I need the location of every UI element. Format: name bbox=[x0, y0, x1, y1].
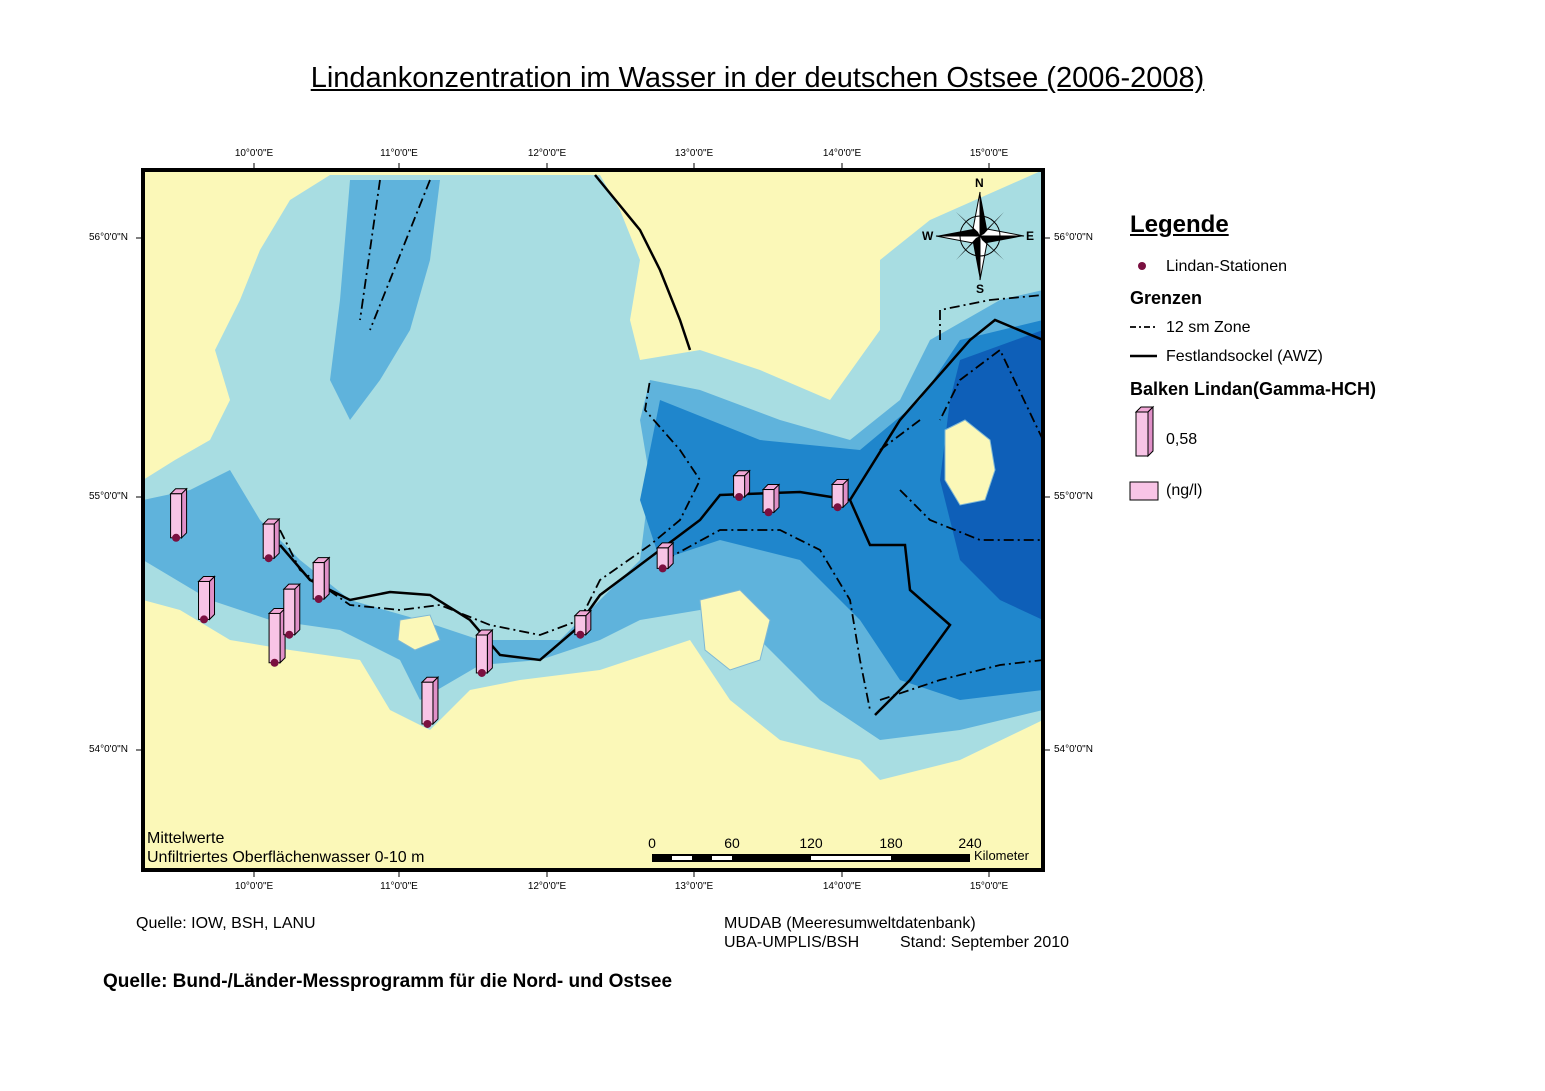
map-note-line2: Unfiltriertes Oberflächenwasser 0-10 m bbox=[147, 849, 425, 866]
map-note-line1: Mittelwerte bbox=[147, 830, 225, 847]
station-bar-5 bbox=[284, 584, 300, 639]
station-dot-6 bbox=[315, 595, 323, 603]
scale-label-0: 0 bbox=[648, 835, 656, 851]
lon-label-top-15: 15°0'0"E bbox=[969, 148, 1009, 159]
station-bar-3 bbox=[263, 519, 279, 562]
legend-zone-label: 12 sm Zone bbox=[1166, 319, 1251, 336]
lon-label-top-14: 14°0'0"E bbox=[822, 148, 862, 159]
lat-label-right-55: 55°0'0"N bbox=[1054, 491, 1093, 502]
legend-bar-value: 0,58 bbox=[1166, 431, 1198, 448]
compass-east-label: E bbox=[1026, 229, 1035, 243]
station-dot-13 bbox=[834, 503, 842, 511]
lat-label-left-56: 56°0'0"N bbox=[89, 232, 128, 243]
legend-stations-label: Lindan-Stationen bbox=[1166, 258, 1287, 275]
station-dot-11 bbox=[735, 493, 743, 501]
map-area bbox=[143, 170, 1043, 870]
source-right-line2: UBA-UMPLIS/BSH bbox=[724, 934, 860, 951]
lat-label-left-54: 54°0'0"N bbox=[89, 744, 128, 755]
station-bar-2 bbox=[199, 576, 215, 623]
station-dot-1 bbox=[172, 534, 180, 542]
lon-label-bottom-15: 15°0'0"E bbox=[969, 881, 1009, 892]
station-dot-9 bbox=[576, 631, 584, 639]
scale-unit: Kilometer bbox=[974, 848, 1029, 863]
source-right-date: Stand: September 2010 bbox=[900, 934, 1070, 951]
legend-unit-label: (ng/l) bbox=[1166, 482, 1203, 499]
station-dot-10 bbox=[659, 564, 667, 572]
lon-label-top-13: 13°0'0"E bbox=[674, 148, 714, 159]
station-bar-6 bbox=[313, 558, 329, 603]
legend-bar-symbol bbox=[1136, 407, 1153, 456]
lon-label-top-12: 12°0'0"E bbox=[527, 148, 567, 159]
scale-label-120: 120 bbox=[799, 835, 823, 851]
source-right-line1: MUDAB (Meeresumweltdatenbank) bbox=[724, 915, 976, 932]
station-bar-8 bbox=[476, 630, 492, 677]
lon-label-bottom-13: 13°0'0"E bbox=[674, 881, 714, 892]
compass-north-label: N bbox=[975, 176, 984, 190]
lat-label-right-54: 54°0'0"N bbox=[1054, 744, 1093, 755]
station-dot-3 bbox=[265, 554, 273, 562]
lat-label-right-56: 56°0'0"N bbox=[1054, 232, 1093, 243]
lon-label-bottom-14: 14°0'0"E bbox=[822, 881, 862, 892]
legend-station-dot bbox=[1138, 262, 1146, 270]
station-bar-4 bbox=[269, 608, 285, 666]
scale-label-60: 60 bbox=[724, 835, 740, 851]
footer-source: Quelle: Bund-/Länder-Messprogramm für die Nord- und Ostsee bbox=[103, 971, 673, 992]
station-dot-5 bbox=[285, 631, 293, 639]
station-bar-1 bbox=[171, 489, 187, 542]
lon-label-bottom-12: 12°0'0"E bbox=[527, 881, 567, 892]
lon-label-bottom-10: 10°0'0"E bbox=[234, 881, 274, 892]
source-left: Quelle: IOW, BSH, LANU bbox=[136, 915, 316, 932]
station-dot-2 bbox=[200, 615, 208, 623]
scale-label-240: 240 bbox=[958, 835, 982, 851]
legend-unit-swatch bbox=[1130, 482, 1158, 500]
legend-title: Legende bbox=[1130, 211, 1229, 238]
compass-south-label: S bbox=[976, 282, 985, 296]
compass-west-label: W bbox=[922, 229, 934, 243]
scale-label-180: 180 bbox=[879, 835, 903, 851]
legend-bar-heading: Balken Lindan(Gamma-HCH) bbox=[1130, 379, 1377, 399]
lon-label-top-10: 10°0'0"E bbox=[234, 148, 274, 159]
lon-label-bottom-11: 11°0'0"E bbox=[380, 881, 418, 892]
lat-label-left-55: 55°0'0"N bbox=[89, 491, 128, 502]
legend-shelf-label: Festlandsockel (AWZ) bbox=[1166, 348, 1323, 365]
station-dot-4 bbox=[271, 659, 279, 667]
station-dot-12 bbox=[765, 508, 773, 516]
station-dot-7 bbox=[423, 720, 431, 728]
lon-label-top-11: 11°0'0"E bbox=[380, 148, 418, 159]
scale-bar bbox=[652, 854, 970, 862]
legend-borders-heading: Grenzen bbox=[1130, 288, 1203, 308]
station-dot-8 bbox=[478, 669, 486, 677]
station-bar-7 bbox=[422, 677, 438, 728]
map-title: Lindankonzentration im Wasser in der deutschen Ostsee (2006-2008) bbox=[310, 62, 1205, 94]
